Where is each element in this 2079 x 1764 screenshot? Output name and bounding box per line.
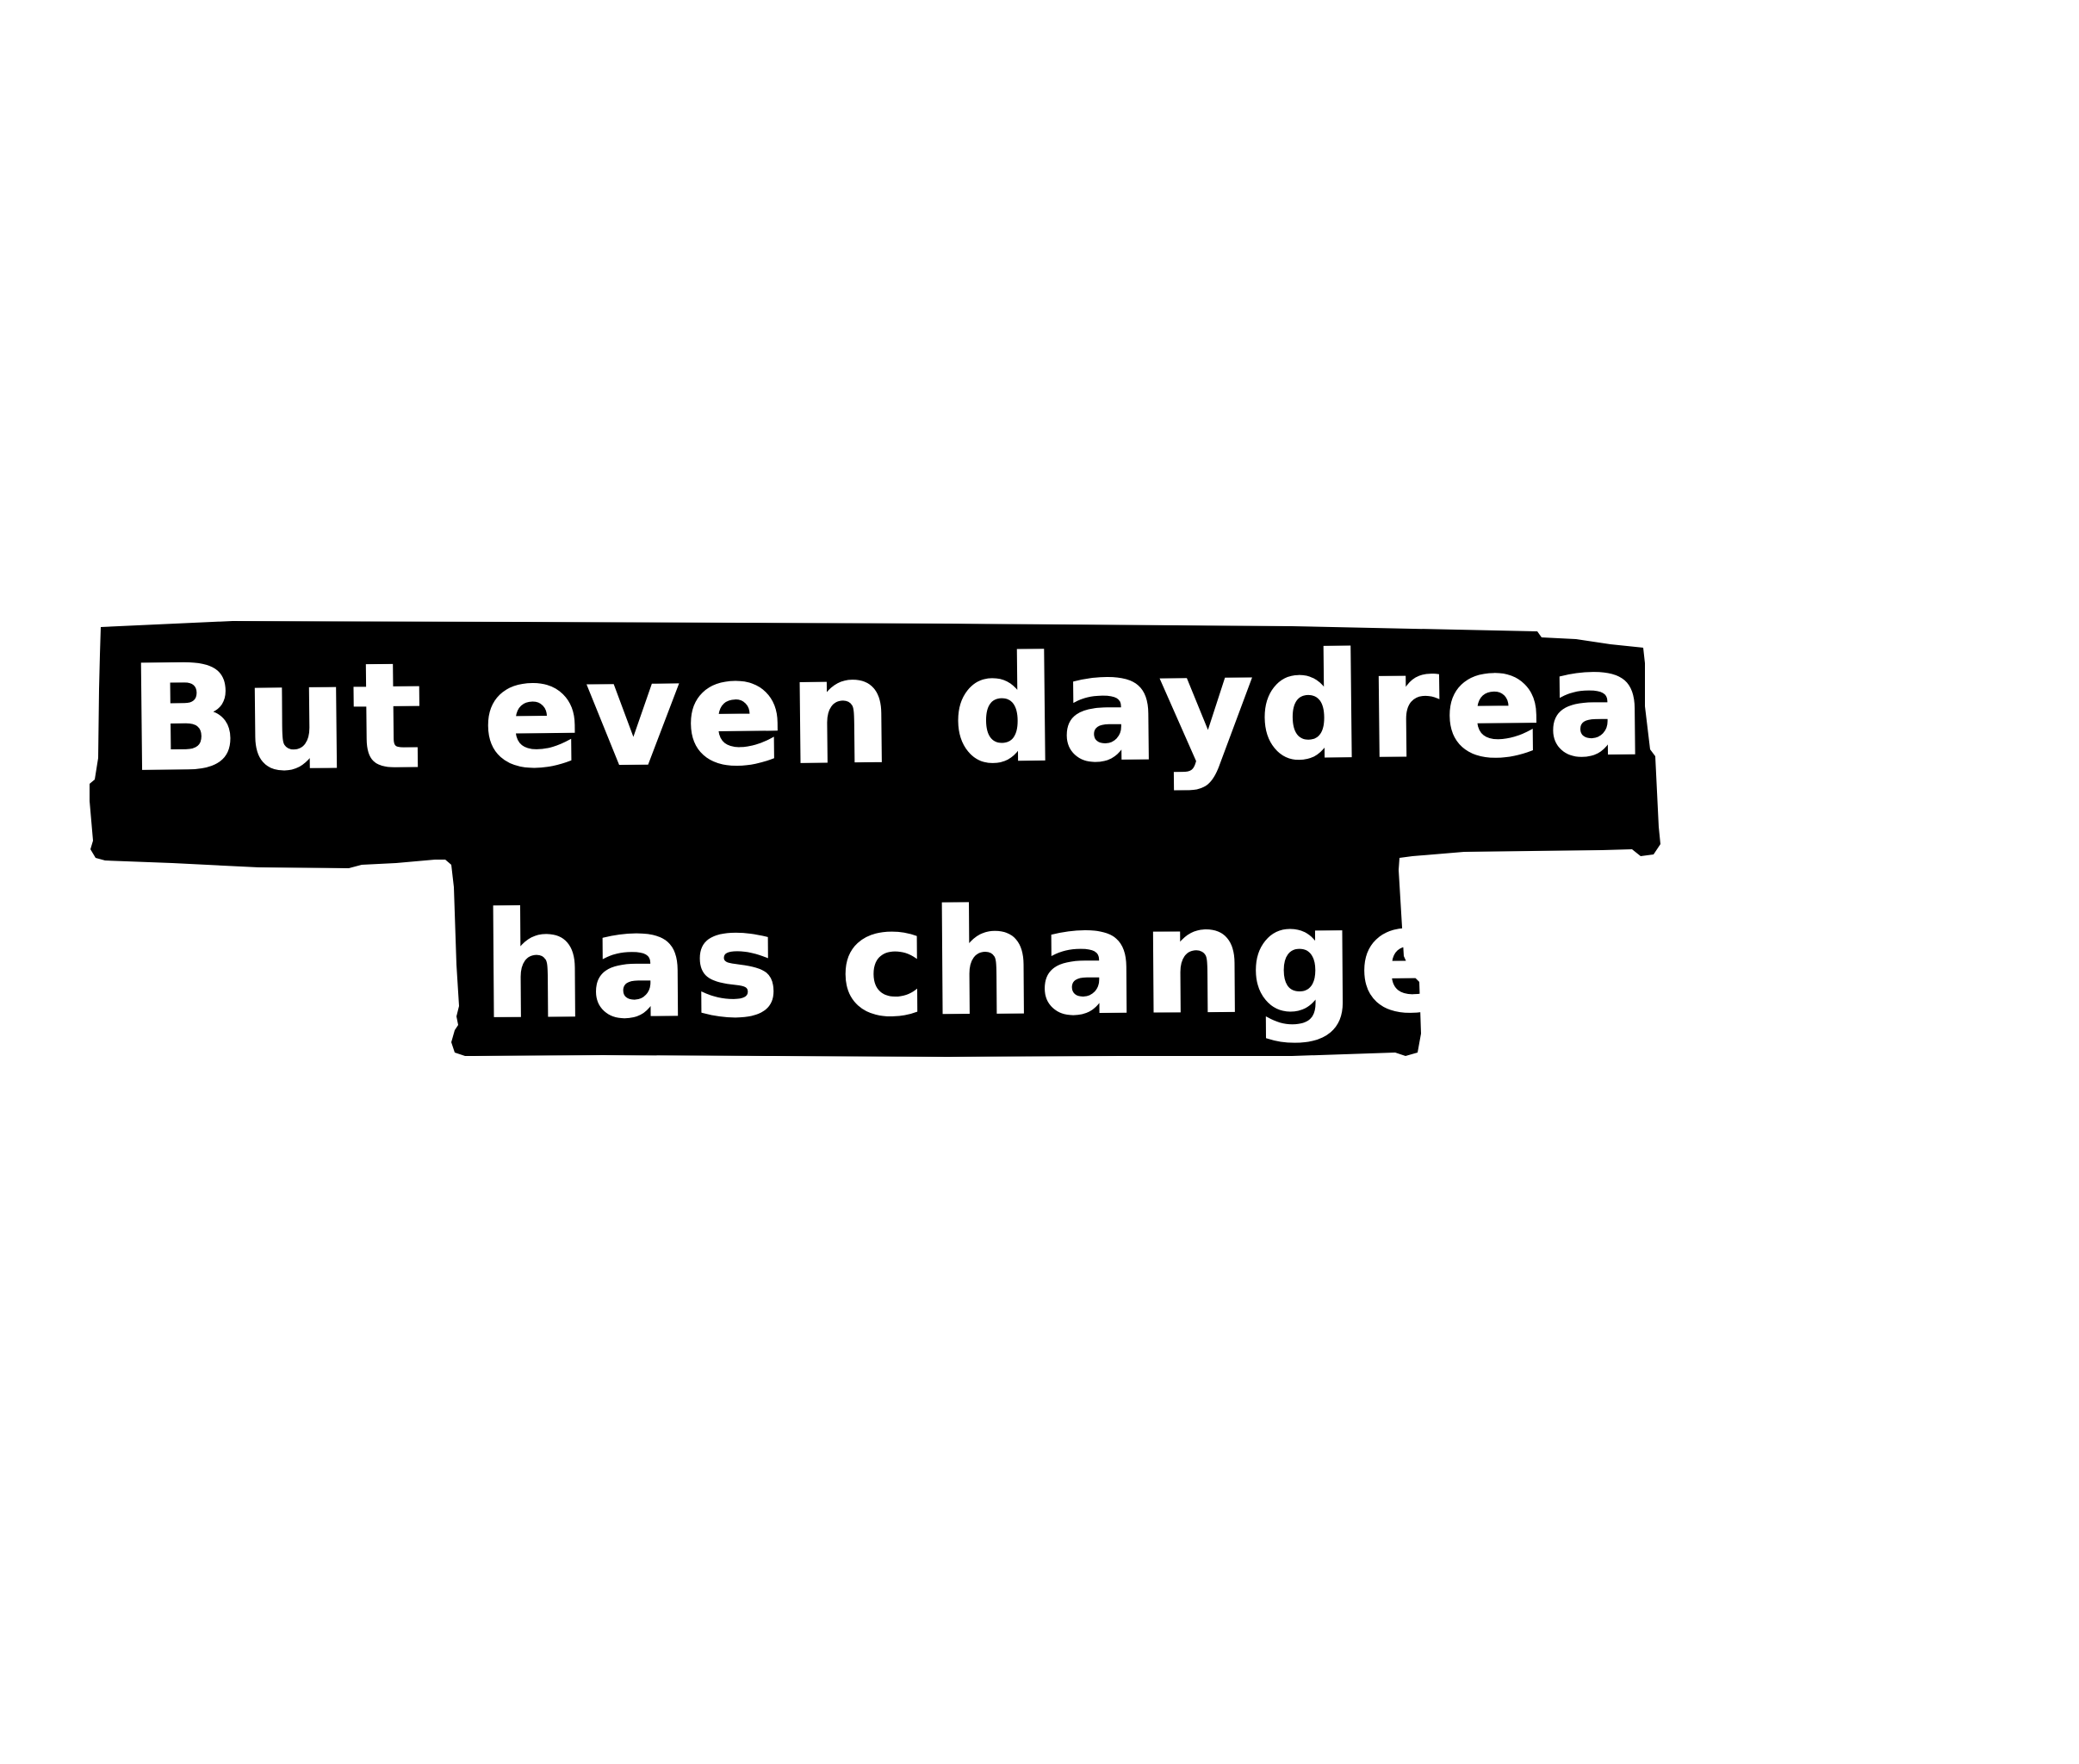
caption-line-2: has changed.	[481, 873, 1632, 1051]
caption-line-1: But even daydreaming	[127, 614, 2079, 804]
